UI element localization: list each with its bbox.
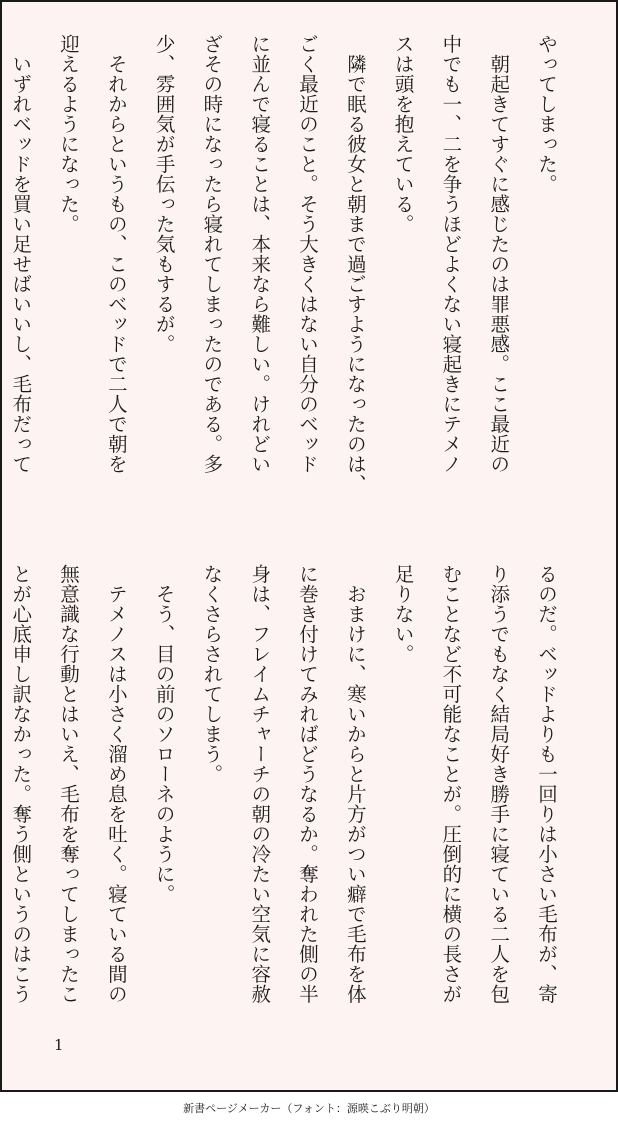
text-line: 身は、フレイムチャーチの朝の冷たい空気に容赦 — [248, 564, 272, 1004]
text-line: 足りない。 — [391, 564, 415, 664]
text-block-lower — [0, 564, 570, 1064]
text-line: そう、目の前のソローネのように。 — [152, 564, 176, 904]
text-line: に並んで寝ることは、本来なら難しい。けれどい — [248, 34, 272, 474]
text-line: むことなど不可能なことが。圧倒的に横の長さが — [439, 564, 463, 1004]
text-line: それからというもの、このベッドで二人で朝を — [104, 34, 128, 474]
page-number: 1 — [54, 1036, 64, 1054]
text-line: 無意識な行動とはいえ、毛布を奪ってしまったこ — [57, 564, 81, 1004]
text-line: なくさらされてしまう。 — [200, 564, 224, 784]
text-block-upper — [0, 34, 570, 534]
text-line: 中でも一、二を争うほどよくない寝起きにテメノ — [439, 34, 463, 474]
text-line: 隣で眠る彼女と朝まで過ごすようになったのは、 — [343, 34, 367, 494]
text-line: とが心底申し訳なかった。奪う側というのはこう — [9, 564, 33, 1004]
text-line: 朝起きてすぐに感じたのは罪悪感。ここ最近の — [487, 34, 511, 474]
text-line: テメノスは小さく溜め息を吐く。寝ている間の — [104, 564, 128, 1004]
text-line: ごく最近のこと。そう大きくはない自分のベッド — [296, 34, 320, 474]
text-line: ざその時になったら寝れてしまったのである。多 — [200, 34, 224, 474]
text-line: に巻き付けてみればどうなるか。奪われた側の半 — [296, 564, 320, 1004]
text-line: やってしまった。 — [535, 34, 558, 194]
generator-credit: 新書ページメーカー（フォント：源暎こぶり明朝） — [183, 1102, 435, 1115]
text-line: 迎えるようになった。 — [57, 34, 81, 234]
text-line: り添うでもなく結局好き勝手に寝ている二人を包 — [487, 564, 511, 1004]
text-line: スは頭を抱えている。 — [391, 34, 415, 234]
text-line: るのだ。ベッドよりも一回りは小さい毛布が、寄 — [535, 564, 558, 1004]
text-line: いずれベッドを買い足せばいいし、毛布だって — [9, 34, 33, 474]
text-line: 少、雰囲気が手伝った気もするが。 — [152, 34, 176, 354]
text-line: おまけに、寒いからと片方がつい癖で毛布を体 — [343, 564, 367, 1004]
